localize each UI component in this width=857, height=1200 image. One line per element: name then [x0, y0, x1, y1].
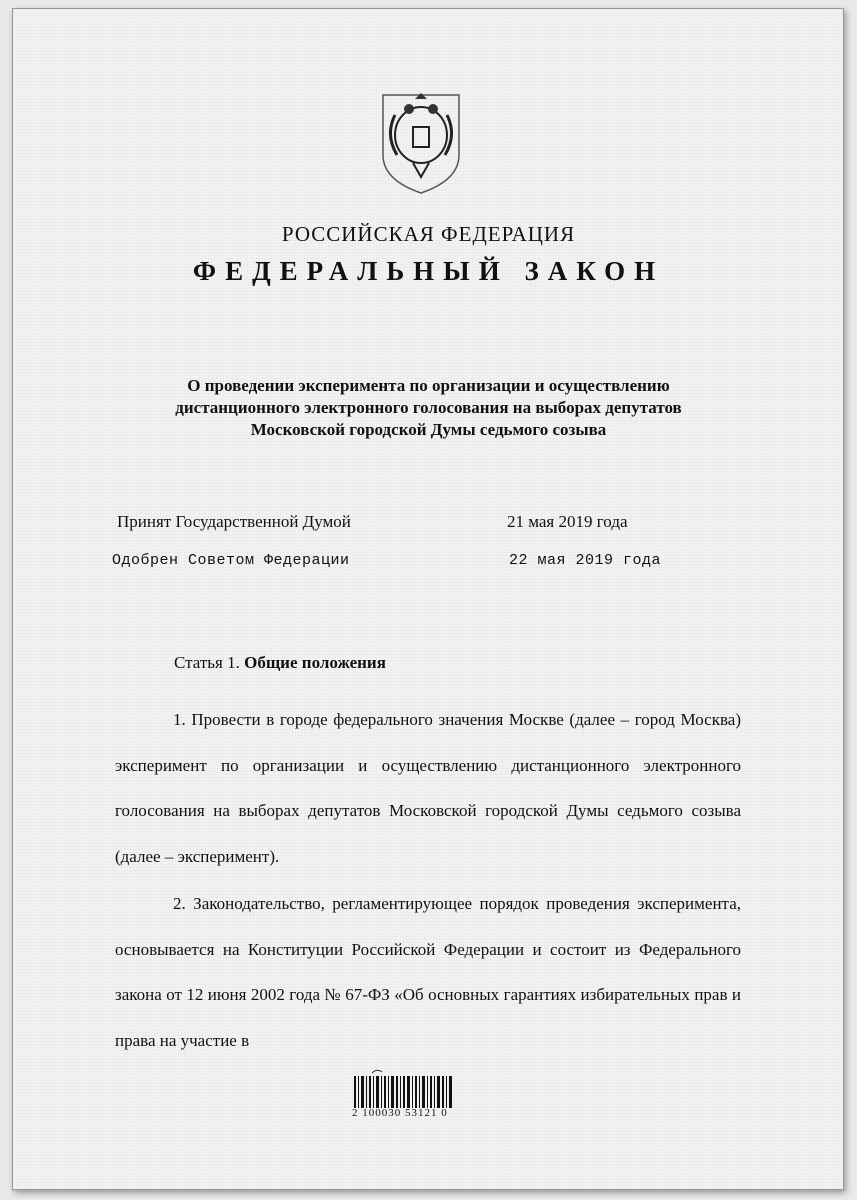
- title-line: дистанционного электронного голосования на выборах депутатов: [175, 398, 682, 417]
- article-number: Статья 1.: [174, 653, 240, 672]
- approved-date: 22 мая 2019 года: [509, 552, 662, 569]
- document-type: ФЕДЕРАЛЬНЫЙ ЗАКОН: [192, 256, 665, 286]
- barcode-number: 2 100030 53121 0: [352, 1107, 448, 1119]
- adopted-label: Принят Государственной Думой: [117, 512, 351, 531]
- article-heading: [174, 653, 386, 673]
- law-title: [100, 375, 757, 441]
- paragraph: 1. Провести в городе федерального значения Москве (далее – город Москва) эксперимент по организации и осуществлению дистанционного электронного голосования на выборах депутатов Московской городской Думы седьмого созыва (далее – эксперимент).: [115, 710, 741, 866]
- paragraph: 2. Законодательство, регламентирующее порядок проведения эксперимента, основывается на Конституции Российской Федерации и состоит из Федерального закона от 12 июня 2002 года № 67-ФЗ «Об основных гарантиях избирательных прав и права на участие в: [115, 894, 741, 1050]
- article-title: Общие положения: [244, 653, 386, 672]
- barcode: [352, 1068, 462, 1108]
- country-name: РОССИЙСКАЯ ФЕДЕРАЦИЯ: [281, 222, 576, 246]
- title-line: О проведении эксперимента по организации и осуществлению: [187, 376, 670, 395]
- title-line: Московской городской Думы седьмого созыва: [250, 420, 607, 439]
- approved-label: Одобрен Советом Федерации: [112, 552, 350, 569]
- article-body: [115, 697, 741, 1063]
- russian-coat-of-arms-icon: [375, 85, 467, 195]
- adopted-date: 21 мая 2019 года: [507, 512, 628, 531]
